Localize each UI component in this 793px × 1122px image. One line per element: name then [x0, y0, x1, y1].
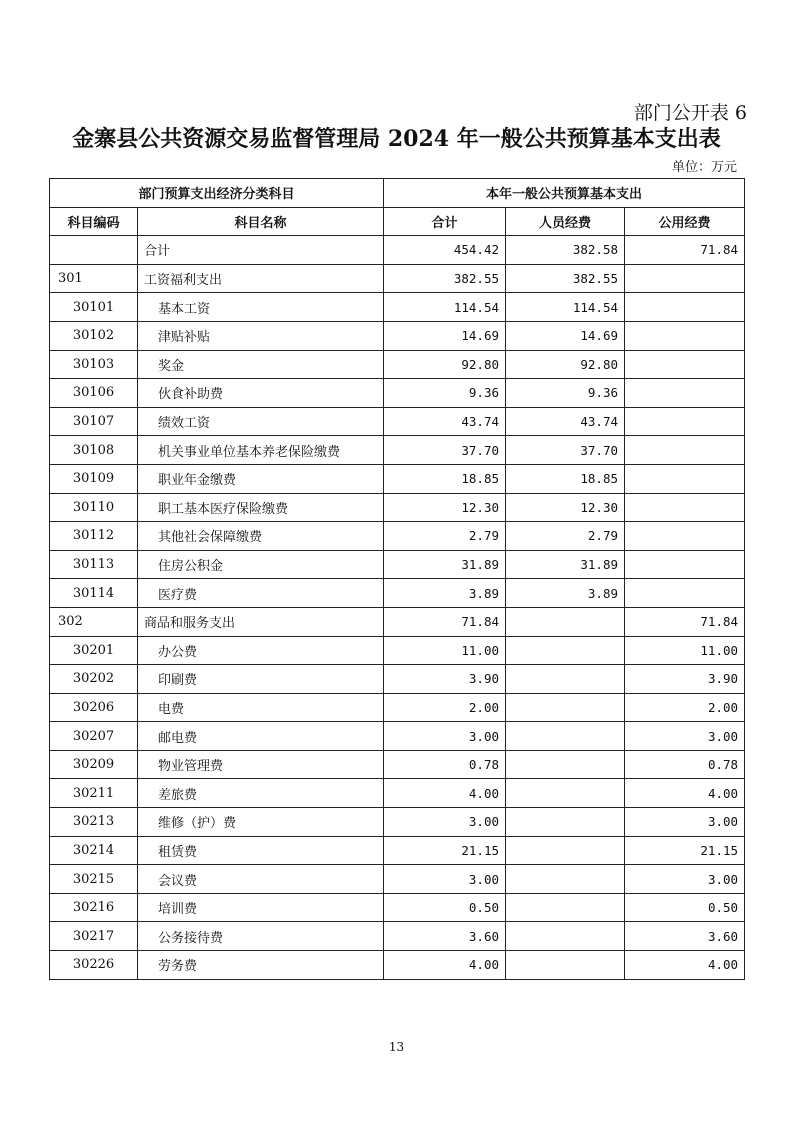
- table-cell-personnel: [506, 750, 625, 779]
- table-cell-total: 2.00: [384, 693, 506, 722]
- table-cell-name: 物业管理费: [138, 750, 384, 779]
- table-row: [50, 579, 745, 608]
- table-row: [50, 836, 745, 865]
- table-cell-public: 0.50: [625, 893, 745, 922]
- table-cell-public: 11.00: [625, 636, 745, 665]
- column-header-public: 公用经费: [625, 207, 745, 236]
- table-cell-total: 4.00: [384, 951, 506, 980]
- group-header-row: [50, 179, 745, 208]
- table-cell-total: 31.89: [384, 550, 506, 579]
- table-cell-personnel: 31.89: [506, 550, 625, 579]
- table-row: [50, 350, 745, 379]
- table-cell-name: 培训费: [138, 893, 384, 922]
- table-cell-public: 3.90: [625, 665, 745, 694]
- table-cell-total: 454.42: [384, 236, 506, 265]
- table-cell-public: [625, 550, 745, 579]
- table-cell-code: 30211: [50, 779, 138, 808]
- table-cell-code: 30209: [50, 750, 138, 779]
- table-cell-total: 2.79: [384, 522, 506, 551]
- table-cell-personnel: 14.69: [506, 321, 625, 350]
- table-cell-public: 2.00: [625, 693, 745, 722]
- table-cell-total: 18.85: [384, 464, 506, 493]
- table-cell-name: 差旅费: [138, 779, 384, 808]
- table-row: [50, 264, 745, 293]
- table-row: [50, 779, 745, 808]
- table-cell-public: [625, 464, 745, 493]
- table-cell-total: 3.00: [384, 865, 506, 894]
- table-cell-personnel: [506, 865, 625, 894]
- table-cell-name: 工资福利支出: [138, 264, 384, 293]
- table-cell-personnel: [506, 693, 625, 722]
- table-row: [50, 665, 745, 694]
- table-cell-total: 37.70: [384, 436, 506, 465]
- table-cell-personnel: 12.30: [506, 493, 625, 522]
- table-cell-code: 30206: [50, 693, 138, 722]
- table-row: [50, 922, 745, 951]
- table-cell-name: 住房公积金: [138, 550, 384, 579]
- page-number: 13: [388, 1040, 405, 1054]
- table-cell-personnel: 92.80: [506, 350, 625, 379]
- table-cell-name: 办公费: [138, 636, 384, 665]
- table-cell-code: 30202: [50, 665, 138, 694]
- table-cell-public: [625, 436, 745, 465]
- table-cell-personnel: [506, 836, 625, 865]
- table-cell-name: 职业年金缴费: [138, 464, 384, 493]
- table-cell-code: [50, 236, 138, 265]
- table-cell-name: 伙食补助费: [138, 379, 384, 408]
- table-cell-public: 3.00: [625, 722, 745, 751]
- table-cell-personnel: [506, 893, 625, 922]
- table-cell-name: 劳务费: [138, 951, 384, 980]
- table-row: [50, 407, 745, 436]
- table-cell-personnel: [506, 665, 625, 694]
- table-cell-name: 维修（护）费: [138, 808, 384, 837]
- table-cell-total: 4.00: [384, 779, 506, 808]
- table-cell-name: 津贴补贴: [138, 321, 384, 350]
- table-cell-personnel: 2.79: [506, 522, 625, 551]
- table-cell-name: 邮电费: [138, 722, 384, 751]
- table-row: [50, 693, 745, 722]
- table-cell-total: 3.90: [384, 665, 506, 694]
- table-row: [50, 607, 745, 636]
- table-cell-name: 基本工资: [138, 293, 384, 322]
- table-cell-code: 30106: [50, 379, 138, 408]
- table-cell-code: 30114: [50, 579, 138, 608]
- table-cell-code: 30103: [50, 350, 138, 379]
- table-cell-personnel: 3.89: [506, 579, 625, 608]
- table-cell-code: 301: [50, 264, 138, 293]
- table-row: [50, 636, 745, 665]
- table-cell-code: 30102: [50, 321, 138, 350]
- group-header-left: 部门预算支出经济分类科目: [50, 179, 384, 208]
- table-cell-code: 30112: [50, 522, 138, 551]
- table-cell-total: 3.89: [384, 579, 506, 608]
- table-cell-code: 30113: [50, 550, 138, 579]
- table-row: [50, 436, 745, 465]
- unit-label: 单位：万元: [671, 160, 737, 175]
- table-cell-public: 3.60: [625, 922, 745, 951]
- page-title: 金寨县公共资源交易监督管理局 2024 年一般公共预算基本支出表: [72, 126, 721, 152]
- table-cell-public: 4.00: [625, 951, 745, 980]
- table-cell-personnel: 114.54: [506, 293, 625, 322]
- budget-table: [49, 178, 745, 980]
- table-cell-code: 30226: [50, 951, 138, 980]
- table-cell-public: [625, 293, 745, 322]
- table-cell-public: 3.00: [625, 865, 745, 894]
- table-cell-personnel: 37.70: [506, 436, 625, 465]
- table-row: [50, 522, 745, 551]
- table-cell-personnel: [506, 922, 625, 951]
- column-header-total: 合计: [384, 207, 506, 236]
- table-cell-name: 奖金: [138, 350, 384, 379]
- table-cell-total: 0.78: [384, 750, 506, 779]
- table-cell-name: 印刷费: [138, 665, 384, 694]
- table-cell-code: 30109: [50, 464, 138, 493]
- column-header-code: 科目编码: [50, 207, 138, 236]
- table-row: [50, 951, 745, 980]
- column-header-row: [50, 207, 745, 236]
- table-cell-code: 302: [50, 607, 138, 636]
- table-cell-public: 4.00: [625, 779, 745, 808]
- table-cell-code: 30107: [50, 407, 138, 436]
- table-cell-total: 382.55: [384, 264, 506, 293]
- table-cell-personnel: 43.74: [506, 407, 625, 436]
- table-cell-personnel: 9.36: [506, 379, 625, 408]
- table-row: [50, 321, 745, 350]
- table-cell-public: [625, 407, 745, 436]
- table-row: [50, 865, 745, 894]
- column-header-name: 科目名称: [138, 207, 384, 236]
- table-cell-public: [625, 379, 745, 408]
- column-header-personnel: 人员经费: [506, 207, 625, 236]
- table-row: [50, 550, 745, 579]
- table-cell-public: 3.00: [625, 808, 745, 837]
- table-cell-total: 3.00: [384, 808, 506, 837]
- table-row: [50, 379, 745, 408]
- table-cell-personnel: [506, 808, 625, 837]
- table-cell-code: 30110: [50, 493, 138, 522]
- table-cell-public: [625, 350, 745, 379]
- table-cell-personnel: 18.85: [506, 464, 625, 493]
- table-cell-name: 公务接待费: [138, 922, 384, 951]
- table-cell-name: 机关事业单位基本养老保险缴费: [138, 436, 384, 465]
- table-cell-total: 3.00: [384, 722, 506, 751]
- table-cell-code: 30217: [50, 922, 138, 951]
- table-row: [50, 236, 745, 265]
- table-cell-personnel: [506, 636, 625, 665]
- table-cell-public: 0.78: [625, 750, 745, 779]
- table-cell-public: 21.15: [625, 836, 745, 865]
- table-cell-total: 3.60: [384, 922, 506, 951]
- table-row: [50, 464, 745, 493]
- table-cell-personnel: [506, 607, 625, 636]
- table-cell-public: [625, 522, 745, 551]
- table-cell-total: 11.00: [384, 636, 506, 665]
- table-cell-public: [625, 264, 745, 293]
- table-cell-total: 114.54: [384, 293, 506, 322]
- table-cell-personnel: 382.55: [506, 264, 625, 293]
- table-cell-name: 合计: [138, 236, 384, 265]
- group-header-right: 本年一般公共预算基本支出: [384, 179, 745, 208]
- table-cell-personnel: [506, 722, 625, 751]
- table-row: [50, 293, 745, 322]
- table-cell-total: 12.30: [384, 493, 506, 522]
- table-cell-name: 会议费: [138, 865, 384, 894]
- table-cell-public: [625, 579, 745, 608]
- table-tag: 部门公开表 6: [633, 102, 747, 124]
- table-cell-code: 30201: [50, 636, 138, 665]
- table-row: [50, 750, 745, 779]
- table-cell-name: 商品和服务支出: [138, 607, 384, 636]
- table-cell-code: 30213: [50, 808, 138, 837]
- table-cell-public: 71.84: [625, 607, 745, 636]
- table-cell-personnel: 382.58: [506, 236, 625, 265]
- table-row: [50, 722, 745, 751]
- table-cell-total: 92.80: [384, 350, 506, 379]
- table-row: [50, 808, 745, 837]
- table-cell-total: 43.74: [384, 407, 506, 436]
- table-cell-code: 30207: [50, 722, 138, 751]
- table-row: [50, 893, 745, 922]
- table-cell-code: 30216: [50, 893, 138, 922]
- table-cell-public: [625, 321, 745, 350]
- table-cell-code: 30108: [50, 436, 138, 465]
- table-cell-name: 电费: [138, 693, 384, 722]
- table-cell-code: 30214: [50, 836, 138, 865]
- table-cell-total: 9.36: [384, 379, 506, 408]
- table-cell-personnel: [506, 779, 625, 808]
- table-cell-name: 其他社会保障缴费: [138, 522, 384, 551]
- table-cell-public: 71.84: [625, 236, 745, 265]
- table-cell-name: 职工基本医疗保险缴费: [138, 493, 384, 522]
- table-cell-name: 绩效工资: [138, 407, 384, 436]
- table-cell-code: 30215: [50, 865, 138, 894]
- table-cell-total: 21.15: [384, 836, 506, 865]
- table-row: [50, 493, 745, 522]
- table-cell-code: 30101: [50, 293, 138, 322]
- table-cell-total: 0.50: [384, 893, 506, 922]
- table-cell-total: 14.69: [384, 321, 506, 350]
- table-cell-total: 71.84: [384, 607, 506, 636]
- table-cell-personnel: [506, 951, 625, 980]
- table-cell-name: 租赁费: [138, 836, 384, 865]
- table-cell-name: 医疗费: [138, 579, 384, 608]
- table-cell-public: [625, 493, 745, 522]
